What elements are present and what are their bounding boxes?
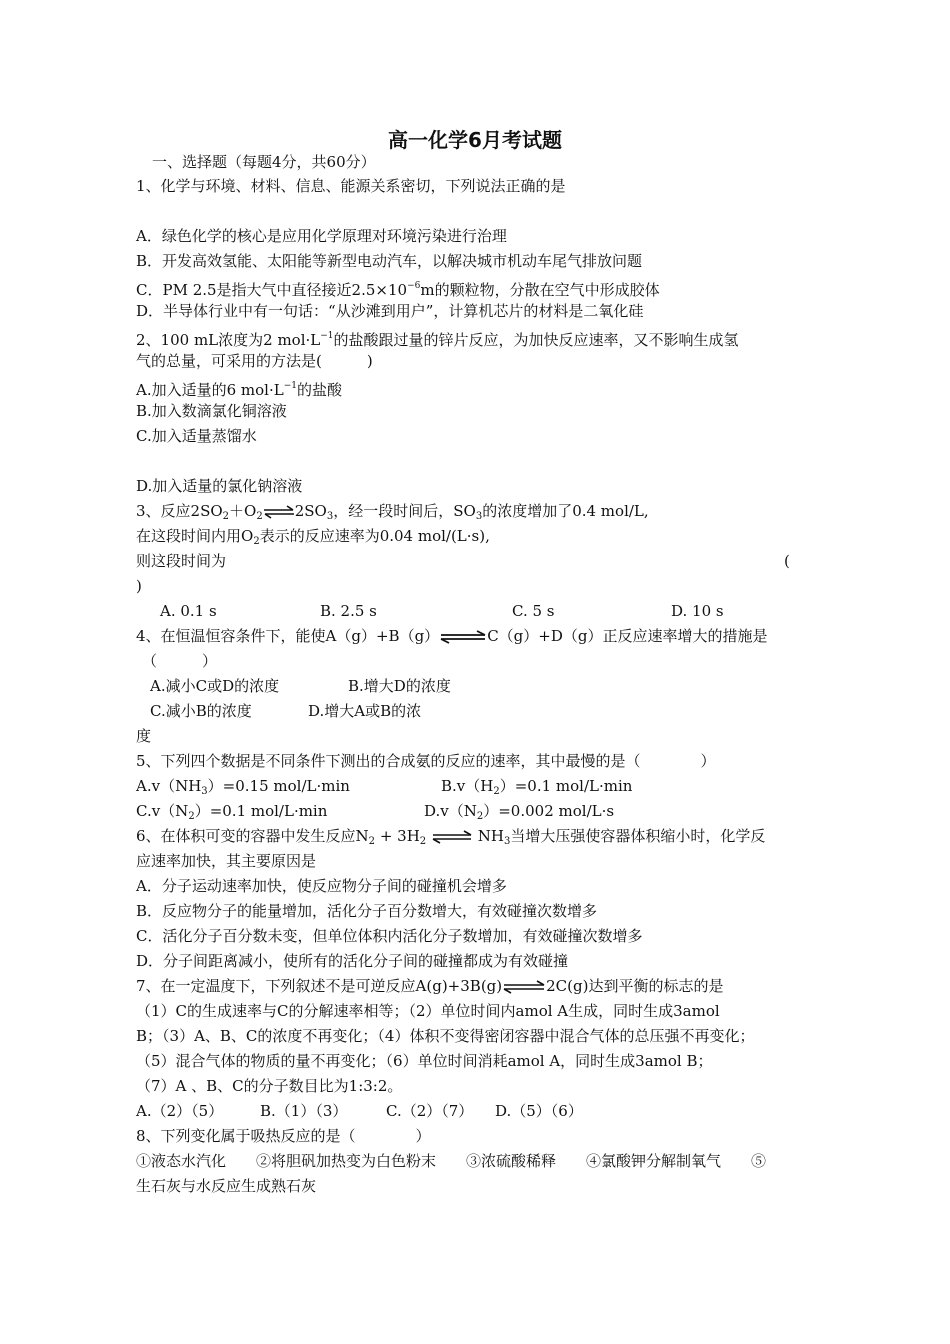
question-8-stem: 8、下列变化属于吸热反应的是（ ）	[136, 1127, 431, 1145]
question-1-option-b: B．开发高效氢能、太阳能等新型电动汽车，以解决城市机动车尾气排放问题	[136, 252, 643, 270]
question-7-option-b: B.（1）（3）	[260, 1102, 348, 1120]
question-6-option-d: D．分子间距离减小，使所有的活化分子间的碰撞都成为有效碰撞	[136, 952, 569, 970]
question-1-option-c: C．PM 2.5是指大气中直径接近$2.5\times 10^{-6}m$的颗粒物，分散在空气中形成胶体	[136, 281, 660, 299]
question-6-option-c: C．活化分子百分数未变，但单位体积内活化分子数增加，有效碰撞次数增多	[136, 927, 643, 945]
question-5-option-a: $A.v(NH_3)=0.15$ mol/L·min	[136, 777, 350, 797]
question-5-option-b: $B.v(H_2)=0.1$ mol/L·min	[441, 777, 633, 797]
question-7-statement-line4: （7）A 、B、C的分子数目比为1:3:2。	[136, 1077, 403, 1095]
question-3-option-a: A. 0.1 s	[160, 602, 217, 620]
question-1-option-d: D．半导体行业中有一句话：“从沙滩到用户”，计算机芯片的材料是二氧化硅	[136, 302, 644, 320]
question-2-option-d: D.加入适量的氯化钠溶液	[136, 477, 303, 495]
question-5-option-d: $D.v(N_2)=0.002$ mol/L·s	[424, 802, 615, 822]
question-2-option-b: B.加入数滴氯化铜溶液	[136, 402, 287, 420]
question-4-option-b: B.增大D的浓度	[348, 677, 451, 695]
answer-paren-close: )	[136, 577, 142, 595]
page-title: 高一化学6月考试题	[388, 128, 562, 152]
question-4-option-d-wrap: 度	[136, 727, 152, 745]
equilibrium-arrow-icon	[439, 630, 487, 644]
question-3-option-d: D. 10 s	[671, 602, 724, 620]
question-5-stem: 5、下列四个数据是不同条件下测出的合成氨的反应的速率，其中最慢的是（ ）	[136, 752, 716, 770]
question-6-stem: 6、在体积可变的容器中发生反应$N_2 + 3H_2$ $NH_3$当增大压强使容器体积缩小时，化学反	[136, 827, 766, 847]
question-5-option-c: $C.v(N_2)=0.1$ mol/L·min	[136, 802, 328, 822]
question-4-option-c: C.减小B的浓度	[150, 702, 252, 720]
question-3-option-c: C. 5 s	[512, 602, 555, 620]
equilibrium-arrow-icon	[502, 980, 546, 994]
question-7-statement-line2: B；（3）A、B、C的浓度不再变化；（4）体积不变得密闭容器中混合气体的总压强不再变化；	[136, 1027, 755, 1045]
question-1-option-a: A．绿色化学的核心是应用化学原理对环境污染进行治理	[136, 227, 507, 245]
question-4-option-d: D.增大A或B的浓	[308, 702, 422, 720]
question-6-option-a: A．分子运动速率加快，使反应物分子间的碰撞机会增多	[136, 877, 507, 895]
question-8-items-line1: ①液态水汽化 ②将胆矾加热变为白色粉末 ③浓硫酸稀释 ④氯酸钾分解制氧气 ⑤	[136, 1152, 767, 1170]
question-2-option-c: C.加入适量蒸馏水	[136, 427, 257, 445]
question-4-option-a: A.减小C或D的浓度	[150, 677, 280, 695]
equilibrium-arrow-icon	[263, 505, 295, 519]
question-2-stem-line2: 气的总量，可采用的方法是( )	[136, 352, 373, 370]
question-7-option-c: C.（2）（7）	[386, 1102, 474, 1120]
equilibrium-arrow-icon	[431, 830, 473, 844]
question-7-statement-line1: （1）C的生成速率与C的分解速率相等；（2）单位时间内amol A生成，同时生成3amol	[136, 1002, 720, 1020]
section-heading: 一、选择题（每题4分，共60分）	[152, 153, 376, 171]
question-7-statement-line3: （5）混合气体的物质的量不再变化；（6）单位时间消耗amol A，同时生成3amol B；	[136, 1052, 713, 1070]
question-6-option-b: B．反应物分子的能量增加，活化分子百分数增大，有效碰撞次数增多	[136, 902, 598, 920]
question-1-stem: 1、化学与环境、材料、信息、能源关系密切，下列说法正确的是	[136, 177, 566, 195]
question-7-stem: 7、在一定温度下，下列叙述不是可逆反应A(g)+3B(g) 2C(g)达到平衡的标志的是	[136, 977, 724, 995]
answer-paren-open: (	[784, 552, 790, 570]
question-7-option-d: D.（5）（6）	[495, 1102, 583, 1120]
question-3-option-b: B. 2.5 s	[320, 602, 377, 620]
question-4-stem: 4、在恒温恒容条件下，能使A（g）+B（g） C（g）+D（g）正反应速率增大的措施是	[136, 627, 768, 645]
question-3-stem-line3: 则这段时间为	[136, 552, 227, 570]
question-4-paren: （ ）	[142, 652, 218, 670]
question-8-items-line2: 生石灰与水反应生成熟石灰	[136, 1177, 317, 1195]
question-3-stem: 3、反应$2SO_2+O_2$ $2SO_3$，经一段时间后，$SO_3$的浓度增加了0.4 mol/L,	[136, 502, 649, 522]
question-2-option-a: A.加入适量的6 $mol\cdot L^{-1}$的盐酸	[136, 381, 342, 399]
question-3-stem-line2: 在这段时间内用$O_2$表示的反应速率为0.04 mol/(L·s),	[136, 527, 490, 547]
question-7-option-a: A.（2）（5）	[136, 1102, 224, 1120]
question-6-stem-line2: 应速率加快，其主要原因是	[136, 852, 317, 870]
question-2-stem: 2、100 mL浓度为2 $mol\cdot L^{-1}$的盐酸跟过量的锌片反应，为加快反应速率，又不影响生成氢	[136, 331, 739, 349]
